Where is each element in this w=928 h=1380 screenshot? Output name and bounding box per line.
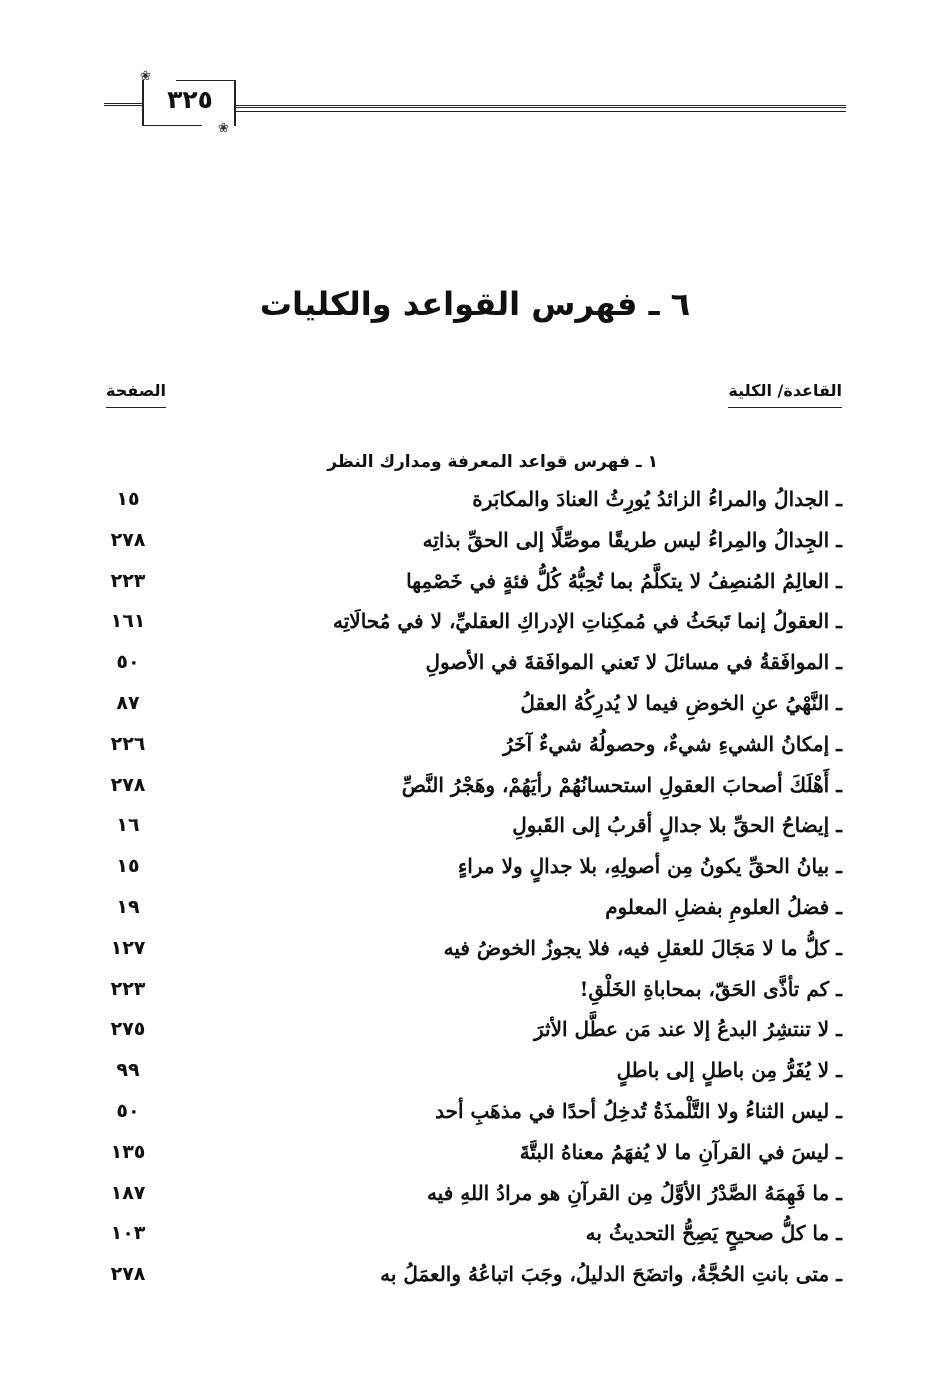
- entry-page-number: ٢٧٨: [110, 773, 146, 796]
- entry-page-number: ٥٠: [116, 651, 140, 674]
- entry-page-number: ١٣٥: [110, 1140, 146, 1163]
- index-entry: [0, 1212, 928, 1253]
- flourish-icon: ❀: [140, 69, 151, 84]
- entry-text: ـ الجِدالُ والمِراءُ ليس طريقًا موصِّلًا إلى الحقِّ بذاتِه: [422, 527, 842, 552]
- index-entry: [0, 804, 928, 845]
- index-entry: [0, 968, 928, 1009]
- column-heading-page: الصفحة: [106, 378, 166, 408]
- index-entry: [0, 1253, 928, 1294]
- entry-text: ـ لا يُفَرُّ مِن باطلٍ إلى باطلٍ: [616, 1058, 842, 1083]
- entry-page-number: ١٠٣: [110, 1222, 146, 1245]
- index-entry: [0, 519, 928, 560]
- page-number: ٣٢٥: [167, 85, 213, 114]
- entry-page-number: ٥٠: [116, 1099, 140, 1122]
- index-entry: [0, 845, 928, 886]
- index-title: ٦ ـ فهرس القواعد والكليات: [259, 285, 691, 323]
- entry-page-number: ١٦١: [110, 610, 146, 633]
- entry-text: ـ إمكانُ الشيءِ شيءٌ، وحصولُهُ شيءٌ آخَرُ: [503, 731, 842, 756]
- entry-page-number: ١٢٧: [110, 936, 146, 959]
- entry-text: ـ إيضاحُ الحقِّ بلا جدالٍ أقربُ إلى القَبولِ: [512, 813, 842, 838]
- index-entry: [0, 927, 928, 968]
- entry-text: ـ النَّهْيُ عنِ الخوضِ فيما لا يُدرِكُهُ العقلُ: [520, 690, 842, 715]
- entry-page-number: ٢٧٨: [110, 528, 146, 551]
- entry-text: ـ كلُّ ما لا مَجَالَ للعقلِ فيه، فلا يجوزُ الخوضُ فيه: [443, 935, 842, 960]
- entry-text: ـ ما كلُّ صحيحٍ يَصِحُّ التحديثُ به: [585, 1221, 842, 1246]
- entry-page-number: ٨٧: [116, 691, 140, 714]
- index-entry: [0, 886, 928, 927]
- index-entry: [0, 1008, 928, 1049]
- index-entry: [0, 560, 928, 601]
- entry-text: ـ متى بانتِ الحُجَّةُ، واتضَحَ الدليلُ، وجَبَ اتباعُهُ والعمَلُ به: [380, 1262, 842, 1287]
- entry-page-number: ١٦: [116, 814, 140, 837]
- flourish-icon: ❀: [218, 121, 229, 136]
- index-entry: [0, 764, 928, 805]
- index-entry: [0, 682, 928, 723]
- entry-text: ـ لا تنتشِرُ البدعُ إلا عند مَن عطَّل الأثرَ: [533, 1017, 842, 1042]
- header-rule-right: [236, 105, 846, 108]
- entry-page-number: ٢٢٣: [110, 977, 146, 1000]
- entry-page-number: ٢٧٨: [110, 1263, 146, 1286]
- index-entry: [0, 600, 928, 641]
- index-entry: [0, 1172, 928, 1213]
- entry-text: ـ العقولُ إنما تَبحَثُ في مُمكِناتِ الإدراكِ العقليِّ، لا في مُحالَاتِه: [333, 609, 842, 634]
- index-entries: [0, 478, 928, 1294]
- entry-page-number: ٢٢٦: [110, 732, 146, 755]
- index-entry: [0, 1090, 928, 1131]
- index-entry: [0, 723, 928, 764]
- entry-page-number: ١٩: [116, 895, 140, 918]
- entry-page-number: ٢٧٥: [110, 1018, 146, 1041]
- entry-page-number: ١٥: [116, 488, 140, 510]
- entry-text: ـ أَهْلَكَ أصحابَ العقولِ استحسانُهُمْ رأيَهُمْ، وهَجْرُ النَّصِّ: [401, 772, 842, 797]
- entry-text: ـ كم تأذَّى الحَقّ، بمحاباةِ الخَلْقِ!: [579, 976, 842, 1001]
- index-entry: [0, 641, 928, 682]
- entry-page-number: ١٥: [116, 855, 140, 878]
- entry-text: ـ الجدالُ والمراءُ الزائدُ يُورِثُ العنادَ والمكابَرة: [472, 487, 842, 511]
- index-entry: [0, 1049, 928, 1090]
- entry-text: ـ ليسَ في القرآنِ ما لا يُفهَمُ معناهُ البتَّةَ: [519, 1139, 842, 1164]
- section-heading: ١ ـ فهرس قواعد المعرفة ومدارك النظر: [327, 452, 658, 472]
- entry-text: ـ بيانُ الحقِّ يكونُ مِن أصولِهِ، بلا جدالٍ ولا مراءٍ: [457, 854, 842, 879]
- index-entry: [0, 478, 928, 519]
- entry-text: ـ ما فَهِمَهُ الصَّدْرُ الأوَّلُ مِن القرآنِ هو مرادُ اللهِ فيه: [426, 1180, 842, 1205]
- index-entry: [0, 1131, 928, 1172]
- entry-text: ـ العالِمُ المُنصِفُ لا يتكلَّمُ بما تُحِبُّهُ كُلُّ فئةٍ في خَصْمِها: [406, 568, 842, 593]
- entry-text: ـ الموافَقةُ في مسائلَ لا تَعني الموافَقةَ في الأصولِ: [425, 650, 842, 675]
- header-rule-left: [104, 103, 144, 106]
- entry-text: ـ ليس الثناءُ ولا التَّلْمذَةُ تُدخِلُ أحدًا في مذهَبِ أحد: [435, 1098, 842, 1123]
- column-heading-rule: القاعدة/ الكلية: [728, 378, 842, 408]
- entry-page-number: ٩٩: [116, 1059, 140, 1082]
- entry-page-number: ١٨٧: [110, 1181, 146, 1204]
- entry-text: ـ فضلُ العلومِ بفضلِ المعلوم: [605, 894, 842, 919]
- header-rule-right-thin: [236, 111, 846, 112]
- entry-page-number: ٢٢٣: [110, 569, 146, 592]
